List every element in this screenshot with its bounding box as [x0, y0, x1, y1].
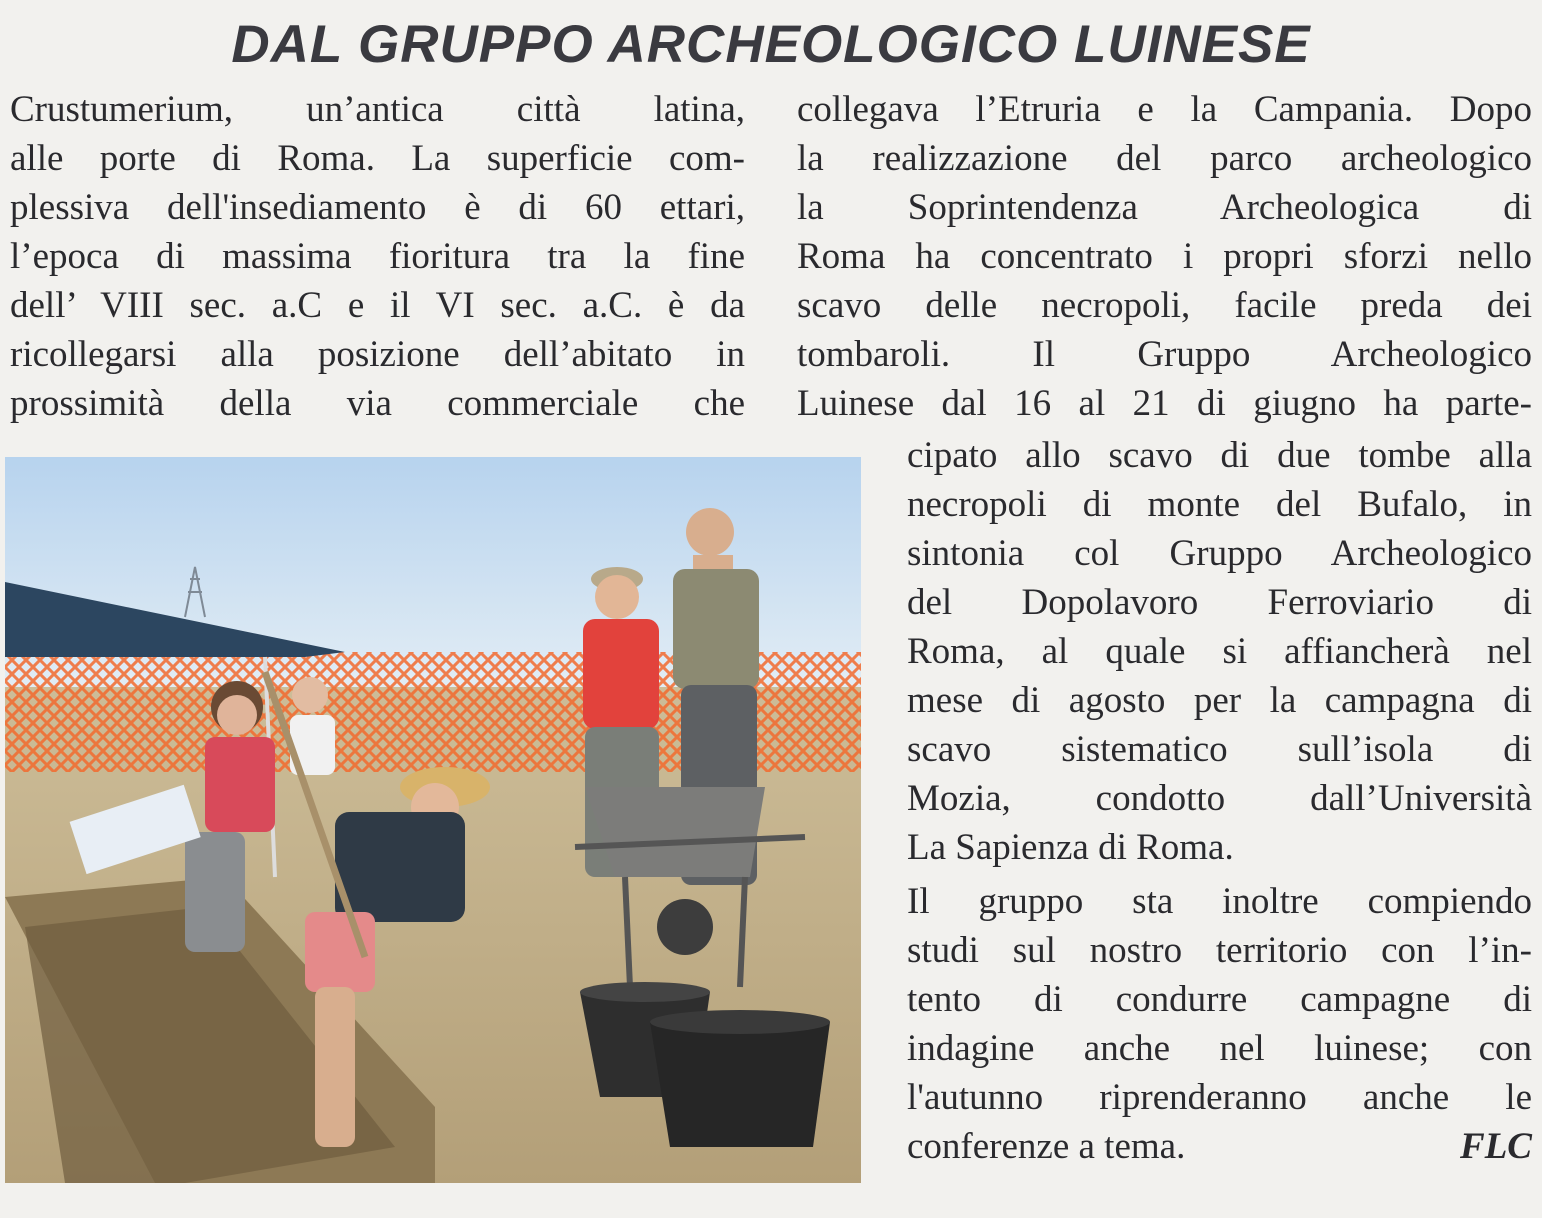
text-line-final: conferenze a tema.	[907, 1126, 1186, 1167]
text-line: Roma ha concentrato i propri sforzi nello	[797, 236, 1532, 277]
text-line: Crustumerium, un’antica città latina,	[10, 89, 745, 130]
text-line: collegava l’Etruria e la Campania. Dopo	[797, 89, 1532, 130]
text-line: sintonia col Gruppo Archeologico	[907, 533, 1532, 574]
text-line: la realizzazione del parco archeologico	[797, 138, 1532, 179]
text-line: scavo delle necropoli, facile preda dei	[797, 285, 1532, 326]
text-line: l’epoca di massima fioritura tra la fine	[10, 236, 745, 277]
text-line: Il gruppo sta inoltre compiendo	[907, 881, 1532, 922]
text-line: Mozia, condotto dall’Università	[907, 778, 1532, 819]
text-line: indagine anche nel luinese; con	[907, 1028, 1532, 1069]
text-line: La Sapienza di Roma.	[907, 827, 1234, 868]
text-line: la Soprintendenza Archeologica di	[797, 187, 1532, 228]
text-line: necropoli di monte del Bufalo, in	[907, 484, 1532, 525]
text-line: Roma, al quale si affiancherà nel	[907, 631, 1532, 672]
text-line: plessiva dell'insediamento è di 60 ettari,	[10, 187, 745, 228]
text-line: mese di agosto per la campagna di	[907, 680, 1532, 721]
excavation-photo	[5, 457, 861, 1183]
text-line-last	[907, 1124, 1532, 1170]
text-line: dell’ VIII sec. a.C e il VI sec. a.C. è da	[10, 285, 745, 326]
author-signature: FLC	[1460, 1126, 1532, 1167]
text-line: l'autunno riprenderanno anche le	[907, 1077, 1532, 1118]
text-line: studi sul nostro territorio con l’in-	[907, 930, 1532, 971]
text-line: alle porte di Roma. La superficie com-	[10, 138, 745, 179]
text-line: Luinese dal 16 al 21 di giugno ha parte-	[797, 383, 1532, 424]
text-line: scavo sistematico sull’isola di	[907, 729, 1532, 770]
text-line: del Dopolavoro Ferroviario di	[907, 582, 1532, 623]
text-line: prossimità della via commerciale che	[10, 383, 745, 424]
headline: DAL GRUPPO ARCHEOLOGICO LUINESE	[231, 15, 1311, 74]
text-line: ricollegarsi alla posizione dell’abitato in	[10, 334, 745, 375]
text-line: cipato allo scavo di due tombe alla	[907, 435, 1532, 476]
text-line: tento di condurre campagne di	[907, 979, 1532, 1020]
text-line: tombaroli. Il Gruppo Archeologico	[797, 334, 1532, 375]
